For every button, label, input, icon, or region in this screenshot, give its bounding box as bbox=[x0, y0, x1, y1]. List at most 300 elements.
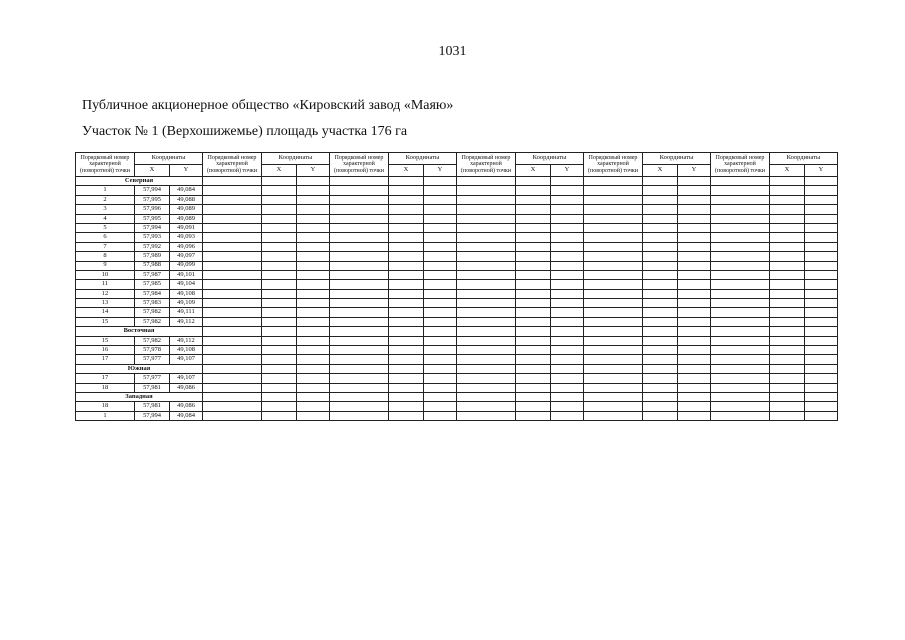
empty-cell bbox=[551, 252, 584, 261]
empty-cell bbox=[262, 280, 297, 289]
section-row bbox=[76, 392, 838, 401]
empty-cell bbox=[584, 336, 643, 345]
empty-cell bbox=[389, 214, 424, 223]
empty-cell bbox=[584, 195, 643, 204]
empty-cell bbox=[678, 355, 711, 364]
empty-cell bbox=[805, 186, 838, 195]
empty-cell bbox=[457, 289, 516, 298]
empty-cell bbox=[203, 252, 262, 261]
coord-y: 49,091 bbox=[170, 223, 203, 232]
empty-cell bbox=[516, 411, 551, 420]
empty-cell bbox=[203, 186, 262, 195]
header-coordinates: Координаты bbox=[389, 153, 457, 165]
empty-cell bbox=[457, 392, 516, 401]
coord-x: 57,985 bbox=[135, 280, 170, 289]
plot-title: Участок № 1 (Верхошижемье) площадь участка 176 га bbox=[82, 124, 408, 139]
empty-cell bbox=[551, 223, 584, 232]
empty-cell bbox=[516, 214, 551, 223]
empty-cell bbox=[770, 280, 805, 289]
coord-y: 49,088 bbox=[170, 195, 203, 204]
empty-cell bbox=[516, 355, 551, 364]
empty-cell bbox=[516, 364, 551, 373]
empty-cell bbox=[203, 299, 262, 308]
coord-y: 49,108 bbox=[170, 346, 203, 355]
empty-cell bbox=[203, 355, 262, 364]
empty-cell bbox=[297, 383, 330, 392]
empty-cell bbox=[203, 374, 262, 383]
empty-cell bbox=[516, 392, 551, 401]
empty-cell bbox=[551, 317, 584, 326]
table-row bbox=[76, 233, 838, 242]
table-row bbox=[76, 242, 838, 251]
empty-cell bbox=[297, 223, 330, 232]
header-point-number: Порядковый номер характерной (поворотной) точки bbox=[711, 153, 770, 177]
empty-cell bbox=[297, 299, 330, 308]
table-row bbox=[76, 186, 838, 195]
empty-cell bbox=[805, 327, 838, 336]
coord-y: 49,107 bbox=[170, 355, 203, 364]
empty-cell bbox=[516, 289, 551, 298]
coord-y: 49,086 bbox=[170, 383, 203, 392]
empty-cell bbox=[457, 299, 516, 308]
empty-cell bbox=[389, 411, 424, 420]
empty-cell bbox=[551, 261, 584, 270]
coord-x: 57,994 bbox=[135, 223, 170, 232]
empty-cell bbox=[262, 383, 297, 392]
header-y: Y bbox=[678, 165, 711, 177]
empty-cell bbox=[297, 392, 330, 401]
empty-cell bbox=[770, 402, 805, 411]
empty-cell bbox=[297, 242, 330, 251]
coord-x: 57,994 bbox=[135, 411, 170, 420]
empty-cell bbox=[711, 364, 770, 373]
point-number: 9 bbox=[76, 261, 135, 270]
empty-cell bbox=[203, 346, 262, 355]
empty-cell bbox=[330, 195, 389, 204]
empty-cell bbox=[389, 336, 424, 345]
empty-cell bbox=[203, 392, 262, 401]
empty-cell bbox=[770, 374, 805, 383]
empty-cell bbox=[643, 242, 678, 251]
empty-cell bbox=[643, 327, 678, 336]
header-point-number: Порядковый номер характерной (поворотной) точки bbox=[203, 153, 262, 177]
empty-cell bbox=[424, 383, 457, 392]
empty-cell bbox=[643, 364, 678, 373]
empty-cell bbox=[805, 242, 838, 251]
empty-cell bbox=[643, 308, 678, 317]
empty-cell bbox=[643, 223, 678, 232]
empty-cell bbox=[551, 195, 584, 204]
coord-y: 49,086 bbox=[170, 402, 203, 411]
empty-cell bbox=[203, 233, 262, 242]
table-row bbox=[76, 374, 838, 383]
empty-cell bbox=[297, 177, 330, 186]
empty-cell bbox=[330, 383, 389, 392]
empty-cell bbox=[643, 214, 678, 223]
empty-cell bbox=[457, 186, 516, 195]
empty-cell bbox=[389, 308, 424, 317]
empty-cell bbox=[770, 177, 805, 186]
empty-cell bbox=[516, 252, 551, 261]
table-row bbox=[76, 223, 838, 232]
point-number: 15 bbox=[76, 336, 135, 345]
empty-cell bbox=[805, 270, 838, 279]
empty-cell bbox=[770, 270, 805, 279]
empty-cell bbox=[584, 289, 643, 298]
empty-cell bbox=[678, 242, 711, 251]
empty-cell bbox=[770, 336, 805, 345]
empty-cell bbox=[711, 252, 770, 261]
point-number: 7 bbox=[76, 242, 135, 251]
empty-cell bbox=[424, 252, 457, 261]
empty-cell bbox=[389, 242, 424, 251]
empty-cell bbox=[424, 402, 457, 411]
empty-cell bbox=[711, 223, 770, 232]
empty-cell bbox=[551, 327, 584, 336]
empty-cell bbox=[805, 383, 838, 392]
empty-cell bbox=[424, 411, 457, 420]
empty-cell bbox=[389, 261, 424, 270]
table-row bbox=[76, 402, 838, 411]
coordinates-table bbox=[75, 152, 838, 421]
empty-cell bbox=[389, 289, 424, 298]
empty-cell bbox=[297, 327, 330, 336]
empty-cell bbox=[297, 402, 330, 411]
empty-cell bbox=[262, 205, 297, 214]
empty-cell bbox=[262, 364, 297, 373]
empty-cell bbox=[516, 336, 551, 345]
coord-y: 49,093 bbox=[170, 233, 203, 242]
empty-cell bbox=[330, 327, 389, 336]
empty-cell bbox=[424, 205, 457, 214]
empty-cell bbox=[770, 186, 805, 195]
empty-cell bbox=[770, 205, 805, 214]
empty-cell bbox=[584, 205, 643, 214]
empty-cell bbox=[551, 364, 584, 373]
empty-cell bbox=[203, 242, 262, 251]
coord-x: 57,977 bbox=[135, 374, 170, 383]
table-row bbox=[76, 270, 838, 279]
header-y: Y bbox=[551, 165, 584, 177]
header-x: X bbox=[770, 165, 805, 177]
empty-cell bbox=[551, 205, 584, 214]
table-row bbox=[76, 252, 838, 261]
empty-cell bbox=[711, 280, 770, 289]
point-number: 17 bbox=[76, 374, 135, 383]
coord-y: 49,111 bbox=[170, 308, 203, 317]
empty-cell bbox=[770, 355, 805, 364]
empty-cell bbox=[262, 308, 297, 317]
empty-cell bbox=[711, 355, 770, 364]
empty-cell bbox=[330, 308, 389, 317]
empty-cell bbox=[262, 336, 297, 345]
table-row bbox=[76, 261, 838, 270]
empty-cell bbox=[203, 383, 262, 392]
empty-cell bbox=[203, 223, 262, 232]
point-number: 6 bbox=[76, 233, 135, 242]
empty-cell bbox=[584, 270, 643, 279]
empty-cell bbox=[457, 233, 516, 242]
table-row bbox=[76, 289, 838, 298]
empty-cell bbox=[643, 205, 678, 214]
empty-cell bbox=[457, 195, 516, 204]
empty-cell bbox=[330, 280, 389, 289]
coord-x: 57,996 bbox=[135, 205, 170, 214]
empty-cell bbox=[330, 186, 389, 195]
empty-cell bbox=[711, 205, 770, 214]
empty-cell bbox=[584, 346, 643, 355]
empty-cell bbox=[551, 383, 584, 392]
empty-cell bbox=[643, 177, 678, 186]
empty-cell bbox=[457, 261, 516, 270]
empty-cell bbox=[457, 355, 516, 364]
empty-cell bbox=[457, 205, 516, 214]
empty-cell bbox=[770, 223, 805, 232]
empty-cell bbox=[424, 270, 457, 279]
empty-cell bbox=[643, 355, 678, 364]
empty-cell bbox=[389, 205, 424, 214]
empty-cell bbox=[389, 355, 424, 364]
empty-cell bbox=[678, 336, 711, 345]
empty-cell bbox=[297, 214, 330, 223]
header-y: Y bbox=[805, 165, 838, 177]
empty-cell bbox=[678, 411, 711, 420]
coord-x: 57,982 bbox=[135, 336, 170, 345]
empty-cell bbox=[551, 186, 584, 195]
empty-cell bbox=[805, 355, 838, 364]
empty-cell bbox=[262, 327, 297, 336]
coord-x: 57,983 bbox=[135, 299, 170, 308]
empty-cell bbox=[389, 195, 424, 204]
empty-cell bbox=[805, 252, 838, 261]
empty-cell bbox=[711, 336, 770, 345]
empty-cell bbox=[584, 177, 643, 186]
empty-cell bbox=[457, 308, 516, 317]
empty-cell bbox=[551, 177, 584, 186]
empty-cell bbox=[457, 317, 516, 326]
empty-cell bbox=[551, 280, 584, 289]
empty-cell bbox=[643, 252, 678, 261]
empty-cell bbox=[262, 289, 297, 298]
empty-cell bbox=[389, 374, 424, 383]
empty-cell bbox=[643, 411, 678, 420]
empty-cell bbox=[262, 392, 297, 401]
empty-cell bbox=[551, 214, 584, 223]
section-row bbox=[76, 364, 838, 373]
empty-cell bbox=[203, 364, 262, 373]
empty-cell bbox=[457, 242, 516, 251]
empty-cell bbox=[584, 186, 643, 195]
empty-cell bbox=[457, 402, 516, 411]
point-number: 18 bbox=[76, 383, 135, 392]
header-coordinates: Координаты bbox=[516, 153, 584, 165]
empty-cell bbox=[297, 280, 330, 289]
empty-cell bbox=[711, 261, 770, 270]
empty-cell bbox=[203, 214, 262, 223]
empty-cell bbox=[203, 336, 262, 345]
empty-cell bbox=[711, 383, 770, 392]
coord-x: 57,982 bbox=[135, 317, 170, 326]
coord-x: 57,981 bbox=[135, 383, 170, 392]
empty-cell bbox=[262, 177, 297, 186]
empty-cell bbox=[262, 252, 297, 261]
empty-cell bbox=[584, 364, 643, 373]
header-coordinates: Координаты bbox=[770, 153, 838, 165]
header-x: X bbox=[262, 165, 297, 177]
empty-cell bbox=[203, 289, 262, 298]
point-number: 5 bbox=[76, 223, 135, 232]
empty-cell bbox=[584, 223, 643, 232]
table-row bbox=[76, 280, 838, 289]
header-x: X bbox=[135, 165, 170, 177]
empty-cell bbox=[297, 205, 330, 214]
organization-title: Публичное акционерное общество «Кировский завод «Маяю» bbox=[82, 98, 454, 113]
table-row bbox=[76, 336, 838, 345]
empty-cell bbox=[805, 299, 838, 308]
empty-cell bbox=[711, 317, 770, 326]
empty-cell bbox=[424, 280, 457, 289]
empty-cell bbox=[330, 289, 389, 298]
table-row bbox=[76, 214, 838, 223]
coord-x: 57,984 bbox=[135, 289, 170, 298]
empty-cell bbox=[457, 280, 516, 289]
empty-cell bbox=[457, 327, 516, 336]
header-point-number: Порядковый номер характерной (поворотной) точки bbox=[457, 153, 516, 177]
empty-cell bbox=[678, 327, 711, 336]
empty-cell bbox=[389, 270, 424, 279]
empty-cell bbox=[551, 374, 584, 383]
empty-cell bbox=[551, 392, 584, 401]
empty-cell bbox=[389, 327, 424, 336]
empty-cell bbox=[584, 383, 643, 392]
empty-cell bbox=[643, 280, 678, 289]
empty-cell bbox=[389, 280, 424, 289]
empty-cell bbox=[584, 233, 643, 242]
coord-x: 57,978 bbox=[135, 346, 170, 355]
empty-cell bbox=[389, 177, 424, 186]
empty-cell bbox=[424, 214, 457, 223]
empty-cell bbox=[584, 392, 643, 401]
empty-cell bbox=[805, 280, 838, 289]
empty-cell bbox=[330, 317, 389, 326]
coord-x: 57,995 bbox=[135, 195, 170, 204]
empty-cell bbox=[330, 374, 389, 383]
empty-cell bbox=[551, 346, 584, 355]
empty-cell bbox=[805, 402, 838, 411]
empty-cell bbox=[516, 374, 551, 383]
header-point-number: Порядковый номер характерной (поворотной) точки bbox=[76, 153, 135, 177]
empty-cell bbox=[457, 374, 516, 383]
empty-cell bbox=[203, 280, 262, 289]
section-row bbox=[76, 327, 838, 336]
empty-cell bbox=[678, 299, 711, 308]
empty-cell bbox=[711, 289, 770, 298]
empty-cell bbox=[805, 177, 838, 186]
empty-cell bbox=[330, 177, 389, 186]
empty-cell bbox=[678, 374, 711, 383]
empty-cell bbox=[424, 223, 457, 232]
empty-cell bbox=[516, 223, 551, 232]
header-x: X bbox=[516, 165, 551, 177]
empty-cell bbox=[643, 383, 678, 392]
empty-cell bbox=[584, 317, 643, 326]
empty-cell bbox=[770, 308, 805, 317]
empty-cell bbox=[678, 233, 711, 242]
coord-y: 49,104 bbox=[170, 280, 203, 289]
empty-cell bbox=[770, 214, 805, 223]
point-number: 12 bbox=[76, 289, 135, 298]
empty-cell bbox=[678, 205, 711, 214]
empty-cell bbox=[330, 411, 389, 420]
coord-x: 57,982 bbox=[135, 308, 170, 317]
empty-cell bbox=[389, 223, 424, 232]
empty-cell bbox=[711, 392, 770, 401]
empty-cell bbox=[424, 308, 457, 317]
empty-cell bbox=[297, 308, 330, 317]
empty-cell bbox=[389, 252, 424, 261]
empty-cell bbox=[678, 214, 711, 223]
empty-cell bbox=[457, 346, 516, 355]
empty-cell bbox=[389, 346, 424, 355]
section-title: Южная bbox=[76, 364, 203, 373]
point-number: 14 bbox=[76, 308, 135, 317]
empty-cell bbox=[203, 402, 262, 411]
coord-y: 49,109 bbox=[170, 299, 203, 308]
empty-cell bbox=[330, 355, 389, 364]
empty-cell bbox=[678, 280, 711, 289]
empty-cell bbox=[516, 299, 551, 308]
empty-cell bbox=[330, 336, 389, 345]
empty-cell bbox=[516, 186, 551, 195]
empty-cell bbox=[678, 392, 711, 401]
empty-cell bbox=[516, 242, 551, 251]
empty-cell bbox=[262, 195, 297, 204]
coord-y: 49,096 bbox=[170, 242, 203, 251]
empty-cell bbox=[643, 317, 678, 326]
empty-cell bbox=[643, 261, 678, 270]
empty-cell bbox=[457, 270, 516, 279]
empty-cell bbox=[262, 317, 297, 326]
empty-cell bbox=[643, 186, 678, 195]
empty-cell bbox=[805, 195, 838, 204]
point-number: 16 bbox=[76, 346, 135, 355]
empty-cell bbox=[330, 214, 389, 223]
empty-cell bbox=[551, 355, 584, 364]
empty-cell bbox=[584, 261, 643, 270]
empty-cell bbox=[297, 261, 330, 270]
empty-cell bbox=[551, 233, 584, 242]
empty-cell bbox=[297, 411, 330, 420]
empty-cell bbox=[297, 317, 330, 326]
empty-cell bbox=[584, 242, 643, 251]
empty-cell bbox=[516, 233, 551, 242]
table-row bbox=[76, 383, 838, 392]
empty-cell bbox=[678, 270, 711, 279]
point-number: 10 bbox=[76, 270, 135, 279]
empty-cell bbox=[330, 270, 389, 279]
empty-cell bbox=[389, 233, 424, 242]
coord-x: 57,995 bbox=[135, 214, 170, 223]
empty-cell bbox=[330, 364, 389, 373]
point-number: 13 bbox=[76, 299, 135, 308]
empty-cell bbox=[770, 289, 805, 298]
point-number: 8 bbox=[76, 252, 135, 261]
empty-cell bbox=[584, 214, 643, 223]
empty-cell bbox=[711, 402, 770, 411]
empty-cell bbox=[678, 195, 711, 204]
empty-cell bbox=[643, 289, 678, 298]
empty-cell bbox=[457, 252, 516, 261]
